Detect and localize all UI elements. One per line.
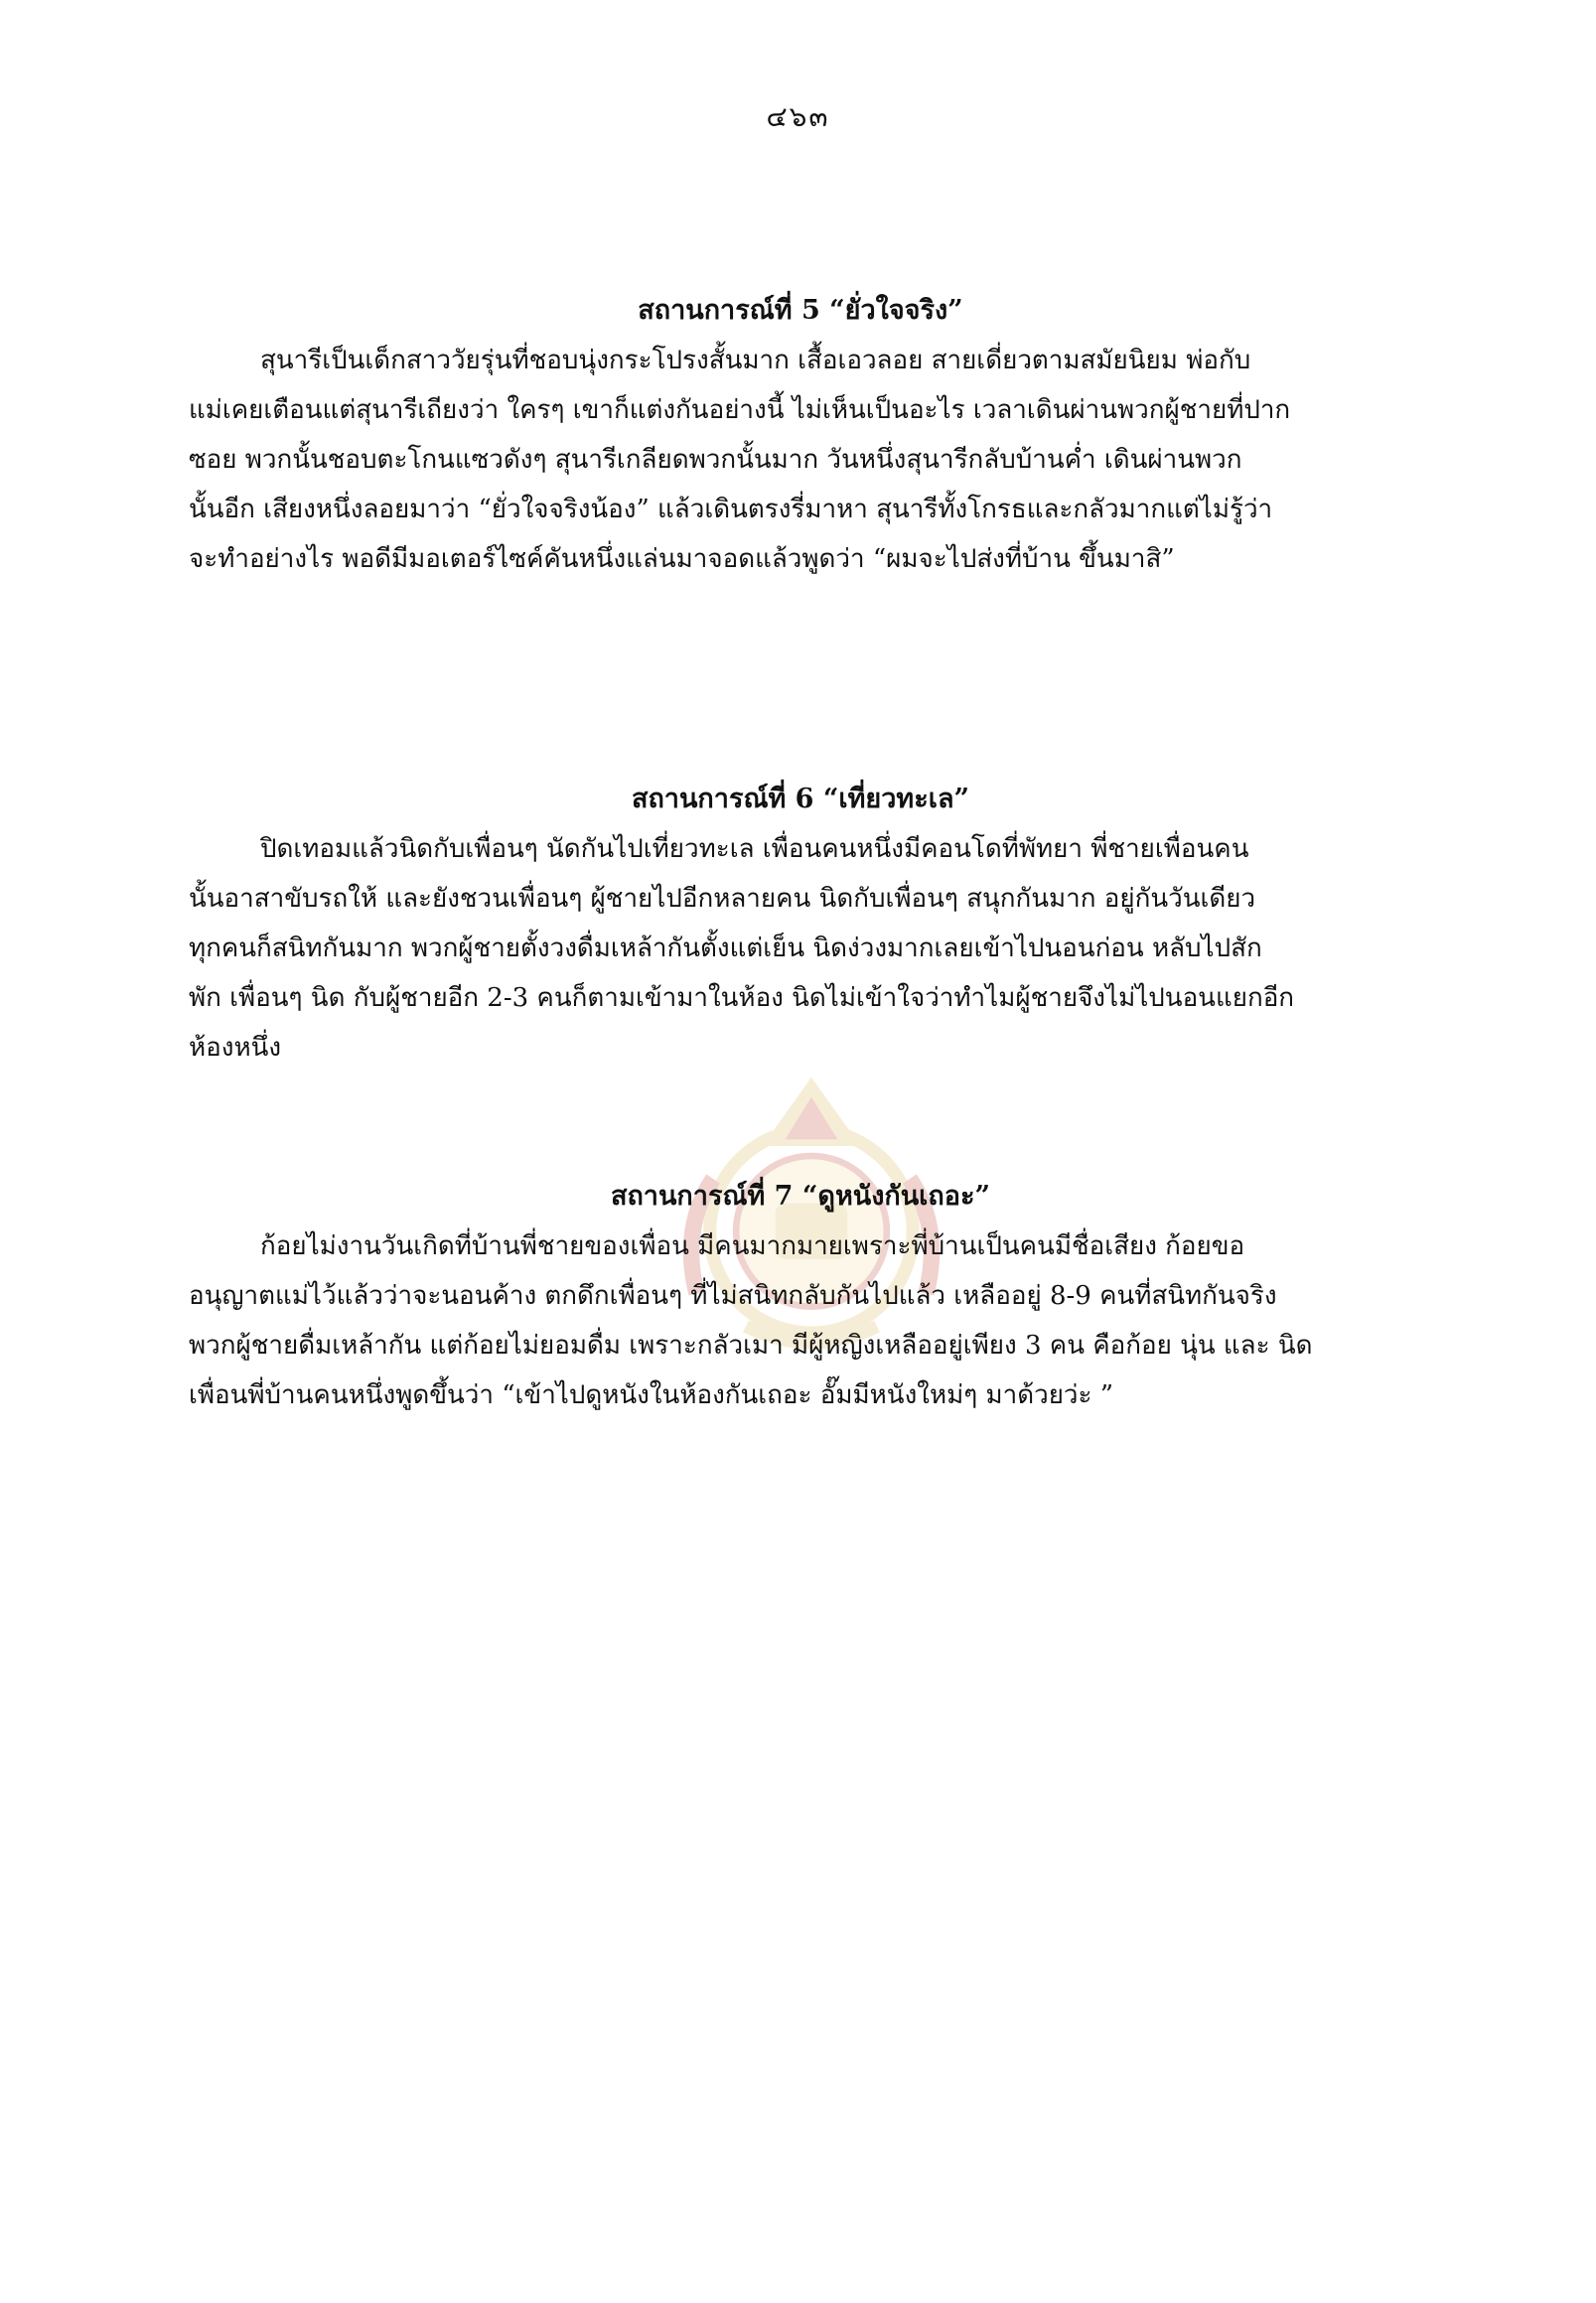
scenario-5-line-2: แม่เคยเตือนแต่สุนารีเถียงว่า ใครๆ เขาก็แต่งกันอย่างนี้ ไม่เห็นเป็นอะไร เวลาเดินผ่านพวกผู้ชายที่ปาก xyxy=(189,395,1291,425)
scenario-5-body xyxy=(189,336,1412,584)
scenario-6-line-3: ทุกคนก็สนิทกันมาก พวกผู้ชายตั้งวงดื่มเหล้ากันตั้งแต่เย็น นิดง่วงมากเลยเข้าไปนอนก่อน หลับไปสัก xyxy=(189,934,1262,963)
scenario-5-title: สถานการณ์ที่ 5 “ยั่วใจจริง” xyxy=(638,295,963,326)
scenario-6 xyxy=(189,775,1412,1073)
scenario-5-line-5: จะทำอย่างไร พอดีมีมอเตอร์ไซค์คันหนึ่งแล่นมาจอดแล้วพูดว่า “ผมจะไปส่งที่บ้าน ขึ้นมาสิ” xyxy=(189,544,1175,574)
scenario-6-body xyxy=(189,824,1412,1073)
scenario-7-title: สถานการณ์ที่ 7 “ดูหนังกันเถอะ” xyxy=(610,1181,991,1212)
scenario-6-title: สถานการณ์ที่ 6 “เที่ยวทะเล” xyxy=(631,784,970,814)
scenario-5-line-3: ซอย พวกนั้นชอบตะโกนแซวดังๆ สุนารีเกลียดพวกนั้นมาก วันหนึ่งสุนารีกลับบ้านค่ำ เดินผ่านพวก xyxy=(189,445,1242,475)
scenario-5-line-1: สุนารีเป็นเด็กสาววัยรุ่นที่ชอบนุ่งกระโปรงสั้นมาก เสื้อเอวลอย สายเดี่ยวตามสมัยนิยม พ่อกับ xyxy=(260,346,1251,375)
scenario-7-line-3: พวกผู้ชายดื่มเหล้ากัน แต่ก้อยไม่ยอมดื่ม เพราะกลัวเมา มีผู้หญิงเหลืออยู่เพียง 3 คน คือก้อย นุ่น และ นิด xyxy=(189,1331,1313,1361)
page-number: ๔๖๓ xyxy=(766,100,830,133)
scenario-7-line-2: อนุญาตแม่ไว้แล้วว่าจะนอนค้าง ตกดึกเพื่อนๆ ที่ไม่สนิทกลับกันไปแล้ว เหลืออยู่ 8-9 คนที่สนิทกันจริง xyxy=(189,1281,1277,1311)
scenario-6-line-4: พัก เพื่อนๆ นิด กับผู้ชายอีก 2-3 คนก็ตามเข้ามาในห้อง นิดไม่เข้าใจว่าทำไมผู้ชายจึงไม่ไปนอนแยกอีก xyxy=(189,983,1295,1013)
scenario-7-line-4: เพื่อนพี่บ้านคนหนึ่งพูดขึ้นว่า “เข้าไปดูหนังในห้องกันเถอะ อั๊มมีหนังใหม่ๆ มาด้วยว่ะ ” xyxy=(189,1380,1114,1410)
scenario-7-line-1: ก้อยไม่งานวันเกิดที่บ้านพี่ชายของเพื่อน มีคนมากมายเพราะพี่บ้านเป็นคนมีชื่อเสียง ก้อยขอ xyxy=(260,1231,1245,1261)
scenario-7 xyxy=(189,1172,1412,1420)
scenario-5-line-4: นั้นอีก เสียงหนึ่งลอยมาว่า “ยั่วใจจริงน้อง” แล้วเดินตรงรี่มาหา สุนารีทั้งโกรธและกลัวมากแต่ไม่รู้ว่า xyxy=(189,495,1273,524)
scenario-7-body xyxy=(189,1222,1412,1420)
scenario-6-line-5: ห้องหนึ่ง xyxy=(189,1033,282,1063)
scenario-5 xyxy=(189,286,1412,584)
scenario-6-line-1: ปิดเทอมแล้วนิดกับเพื่อนๆ นัดกันไปเที่ยวทะเล เพื่อนคนหนึ่งมีคอนโดที่พัทยา พี่ชายเพื่อนคน xyxy=(260,834,1249,864)
scenario-6-line-2: นั้นอาสาขับรถให้ และยังชวนเพื่อนๆ ผู้ชายไปอีกหลายคน นิดกับเพื่อนๆ สนุกกันมาก อยู่กันวันเดียว xyxy=(189,884,1256,914)
